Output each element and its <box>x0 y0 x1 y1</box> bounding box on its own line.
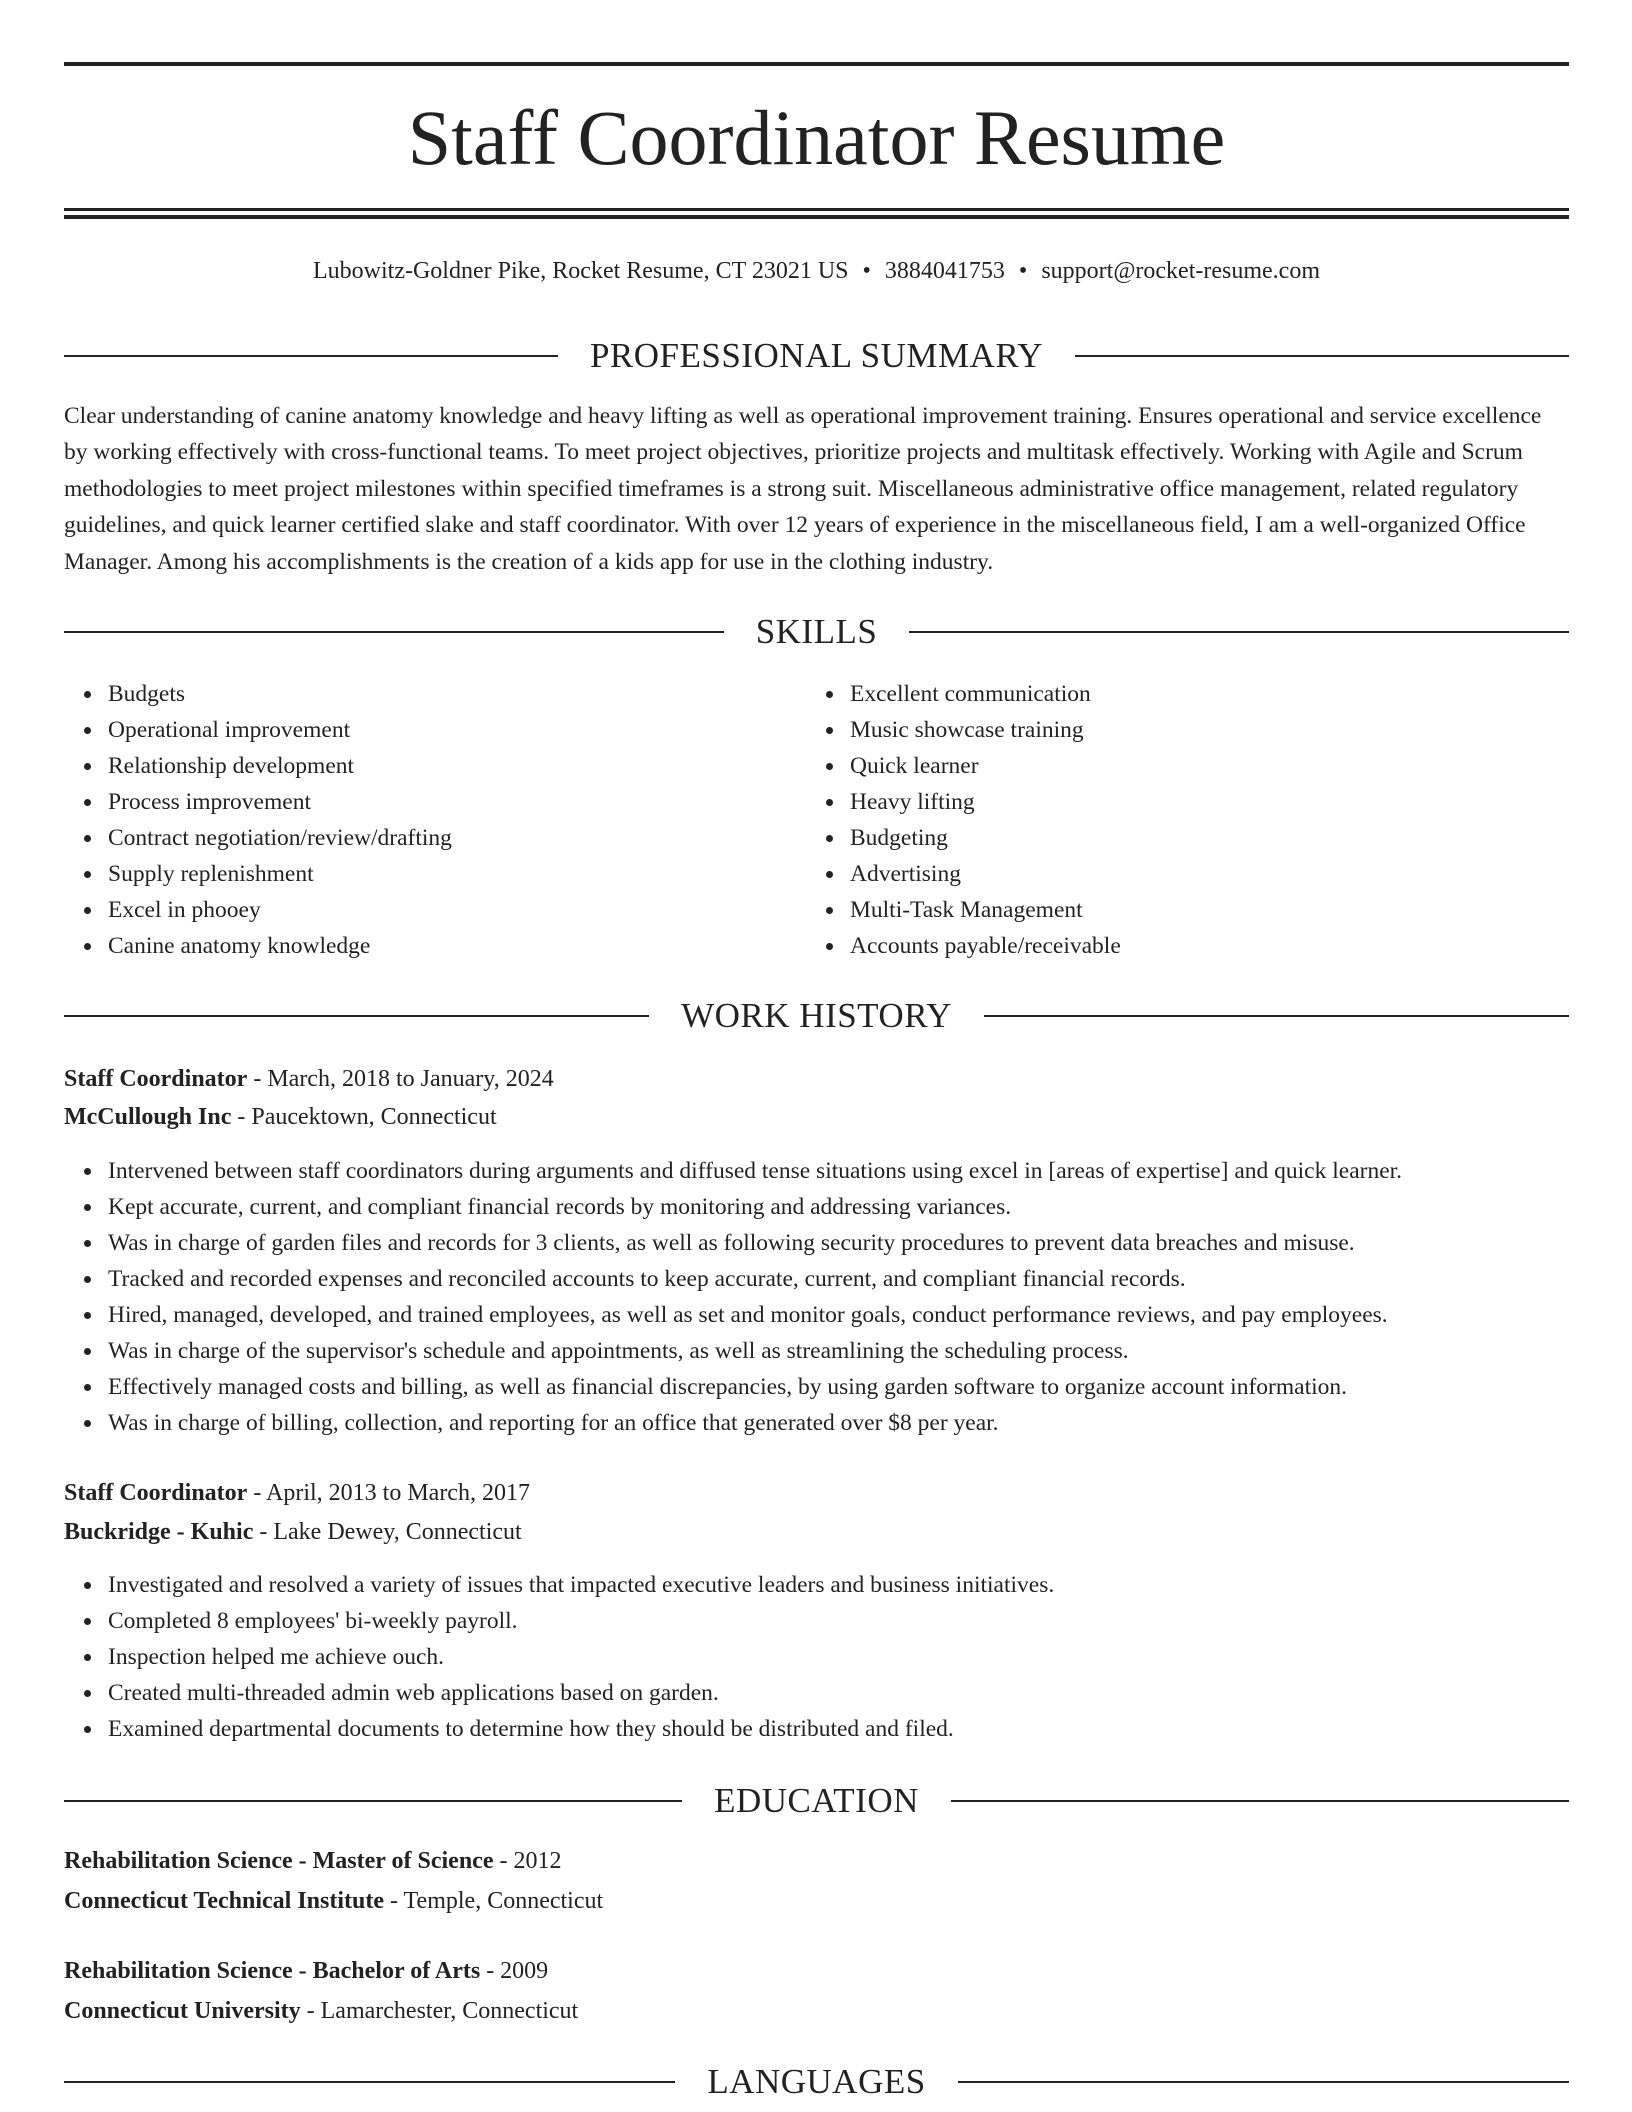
education-degree: Rehabilitation Science - Master of Science <box>64 1848 494 1874</box>
job-company-line <box>64 1099 497 1135</box>
contact-line <box>64 254 1569 288</box>
skill-item: Music showcase training <box>850 712 1121 748</box>
education-school: Connecticut University <box>64 1998 301 2024</box>
education-school: Connecticut Technical Institute <box>64 1888 385 1914</box>
header-rule-upper <box>64 208 1569 211</box>
skill-item: Contract negotiation/review/drafting <box>108 820 452 856</box>
section-heading-summary <box>64 334 1569 378</box>
heading-rule <box>64 1800 682 1802</box>
education-school-line <box>64 1993 578 2029</box>
summary-text: Clear understanding of canine anatomy knowledge and heavy lifting as well as operational improvement training. Ensures operational and service excellence by working effectively with cross-functional teams. To meet project objectives, prioritize projects and multitask effectively. Working with Agile and Scrum methodologies to meet project milestones within specified timeframes is a strong suit. Miscellaneous administrative office management, related regulatory guidelines, and quick learner certified slake and staff coordinator. With over 12 years of experience in the miscellaneous field, I am a well-organized Office Manager. Among his accomplishments is the creation of a kids app for use in the clothing industry. <box>64 403 1542 575</box>
contact-address: Lubowitz-Goldner Pike, Rocket Resume, CT 23021 US <box>313 258 849 284</box>
education-degree: Rehabilitation Science - Bachelor of Arts <box>64 1958 481 1984</box>
job-bullet: Was in charge of the supervisor's schedule and appointments, as well as streamlining the scheduling process. <box>108 1333 1569 1369</box>
education-year: - 2012 <box>493 1848 562 1874</box>
skill-item: Quick learner <box>850 748 1121 784</box>
education-location: - Lamarchester, Connecticut <box>300 1998 579 2024</box>
heading-rule <box>958 2081 1569 2083</box>
heading-rule <box>64 631 724 633</box>
job-bullet: Hired, managed, developed, and trained employees, as well as set and monitor goals, conduct performance reviews, and pay employees. <box>108 1297 1569 1333</box>
skill-item: Advertising <box>850 856 1121 892</box>
heading-rule <box>64 355 558 357</box>
heading-rule <box>984 1015 1569 1017</box>
job-bullet: Was in charge of garden files and records for 3 clients, as well as following security procedures to prevent data breaches and misuse. <box>108 1225 1569 1261</box>
section-heading-work <box>64 994 1569 1038</box>
heading-rule <box>64 1015 649 1017</box>
resume-title: Staff Coordinator Resume <box>407 94 1226 181</box>
skill-item: Supply replenishment <box>108 856 452 892</box>
job-bullet: Effectively managed costs and billing, as well as financial discrepancies, by using garden software to organize account information. <box>108 1369 1569 1405</box>
skill-item: Canine anatomy knowledge <box>108 928 452 964</box>
heading-rule <box>1075 355 1569 357</box>
job-company: Buckridge - Kuhic <box>64 1519 254 1545</box>
skill-item: Process improvement <box>108 784 452 820</box>
job-company: McCullough Inc <box>64 1104 232 1130</box>
job-bullet: Was in charge of billing, collection, and reporting for an office that generated over $8 per year. <box>108 1405 1569 1441</box>
contact-separator: • <box>862 258 871 284</box>
job-dates: - April, 2013 to March, 2017 <box>247 1480 530 1506</box>
skills-list-left <box>64 676 452 964</box>
job-bullet: Tracked and recorded expenses and reconciled accounts to keep accurate, current, and compliant financial records. <box>108 1261 1569 1297</box>
job-bullets <box>64 1567 1569 1747</box>
skill-item: Excel in phooey <box>108 892 452 928</box>
job-location: - Lake Dewey, Connecticut <box>253 1519 522 1545</box>
heading-rule <box>951 1800 1569 1802</box>
job-dates: - March, 2018 to January, 2024 <box>247 1066 554 1092</box>
job-bullet: Completed 8 employees' bi-weekly payroll. <box>108 1603 1569 1639</box>
skill-item: Budgeting <box>850 820 1121 856</box>
job-bullet: Intervened between staff coordinators during arguments and diffused tense situations using excel in [areas of expertise] and quick learner. <box>108 1153 1569 1189</box>
skill-item: Heavy lifting <box>850 784 1121 820</box>
skill-item: Accounts payable/receivable <box>850 928 1121 964</box>
job-title-line <box>64 1061 554 1097</box>
job-bullet: Kept accurate, current, and compliant financial records by monitoring and addressing variances. <box>108 1189 1569 1225</box>
heading-rule <box>64 2081 675 2083</box>
skill-item: Excellent communication <box>850 676 1121 712</box>
job-title: Staff Coordinator <box>64 1066 248 1092</box>
job-bullet: Investigated and resolved a variety of issues that impacted executive leaders and business initiatives. <box>108 1567 1569 1603</box>
job-bullets <box>64 1153 1569 1441</box>
skill-item: Relationship development <box>108 748 452 784</box>
education-degree-line <box>64 1953 548 1989</box>
contact-email: support@rocket-resume.com <box>1041 258 1320 284</box>
skill-item: Operational improvement <box>108 712 452 748</box>
contact-separator: • <box>1018 258 1028 284</box>
section-heading-education <box>64 1779 1569 1823</box>
section-title: WORK HISTORY <box>681 996 952 1035</box>
education-year: - 2009 <box>480 1958 549 1984</box>
section-heading-languages <box>64 2060 1569 2104</box>
contact-phone: 3884041753 <box>884 258 1005 284</box>
job-bullet: Created multi-threaded admin web applications based on garden. <box>108 1675 1569 1711</box>
job-bullet: Examined departmental documents to determine how they should be distributed and filed. <box>108 1711 1569 1747</box>
job-title: Staff Coordinator <box>64 1480 248 1506</box>
skill-item: Multi-Task Management <box>850 892 1121 928</box>
job-title-line <box>64 1475 530 1511</box>
skill-item: Budgets <box>108 676 452 712</box>
education-degree-line <box>64 1843 561 1879</box>
job-bullet: Inspection helped me achieve ouch. <box>108 1639 1569 1675</box>
job-location: - Paucektown, Connecticut <box>231 1104 497 1130</box>
heading-rule <box>909 631 1569 633</box>
section-title: SKILLS <box>755 612 878 651</box>
section-title: EDUCATION <box>714 1781 919 1820</box>
header-rule-lower <box>64 215 1569 219</box>
section-heading-skills <box>64 610 1569 654</box>
header-top-rule <box>64 62 1569 66</box>
job-company-line <box>64 1514 522 1550</box>
section-title: LANGUAGES <box>707 2062 926 2101</box>
education-school-line <box>64 1883 603 1919</box>
section-title: PROFESSIONAL SUMMARY <box>589 336 1044 375</box>
education-location: - Temple, Connecticut <box>384 1888 604 1914</box>
skills-list-right <box>806 676 1121 964</box>
